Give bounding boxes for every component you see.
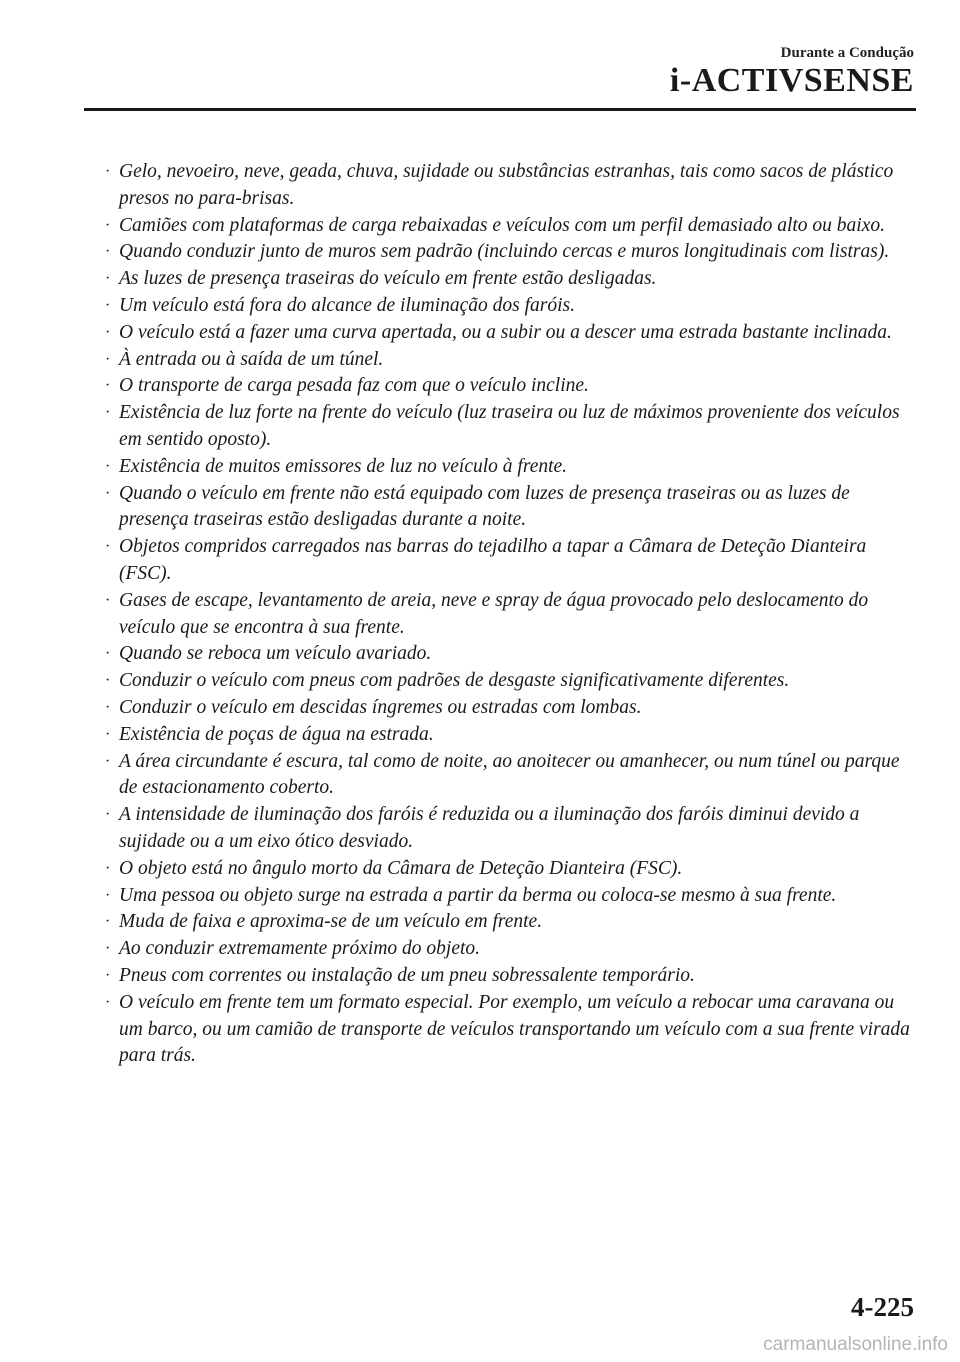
- bullet-dot: ·: [105, 672, 111, 690]
- bullet-dot: ·: [105, 457, 111, 475]
- bullet-dot: ·: [105, 752, 111, 770]
- bullet-dot: ·: [105, 913, 111, 931]
- list-item: [104, 481, 920, 535]
- list-item-text: Conduzir o veículo com pneus com padrões de desgaste significativamente diferentes.: [119, 670, 790, 692]
- condition-list: [104, 159, 920, 1070]
- list-item-text: Pneus com correntes ou instalação de um pneu sobressalente temporário.: [119, 964, 695, 986]
- list-item: [104, 883, 920, 910]
- list-item-text: Muda de faixa e aproxima-se de um veículo em frente.: [119, 911, 543, 933]
- bullet-dot: ·: [105, 645, 111, 663]
- bullet-dot: ·: [105, 806, 111, 824]
- list-item-text: Um veículo está fora do alcance de iluminação dos faróis.: [119, 294, 576, 316]
- bullet-dot: ·: [105, 725, 111, 743]
- page-header: [670, 44, 914, 100]
- list-item: [104, 159, 920, 213]
- list-item: [104, 588, 920, 642]
- list-item-text: A área circundante é escura, tal como de noite, ao anoitecer ou amanhecer, ou num túnel ou parque de estacionamento coberto.: [119, 750, 900, 799]
- list-item-text: Ao conduzir extremamente próximo do objeto.: [119, 938, 481, 960]
- list-item: [104, 534, 920, 588]
- section-label: Durante a Condução: [780, 45, 914, 61]
- bullet-dot: ·: [105, 350, 111, 368]
- list-item-text: Quando o veículo em frente não está equipado com luzes de presença traseiras ou as luzes de presença traseiras estão desligadas durante a noite.: [119, 482, 850, 531]
- list-item-text: Existência de poças de água na estrada.: [119, 723, 434, 745]
- list-item-text: Gases de escape, levantamento de areia, neve e spray de água provocado pelo deslocamento do veículo que se encontra à sua frente.: [119, 589, 869, 638]
- list-item: [104, 213, 920, 240]
- bullet-dot: ·: [105, 484, 111, 502]
- page-number: 4-225: [851, 1292, 914, 1322]
- bullet-dot: ·: [105, 323, 111, 341]
- list-item: [104, 990, 920, 1070]
- header-divider: [84, 108, 916, 111]
- list-item-text: Gelo, nevoeiro, neve, geada, chuva, sujidade ou substâncias estranhas, tais como sacos de plástico presos no para-brisas.: [119, 161, 894, 209]
- bullet-dot: ·: [105, 698, 111, 716]
- list-item: [104, 239, 920, 266]
- bullet-dot: ·: [105, 163, 111, 180]
- list-item-text: O transporte de carga pesada faz com que o veículo incline.: [119, 375, 589, 397]
- list-item: [104, 749, 920, 803]
- list-item: [104, 936, 920, 963]
- list-item: [104, 347, 920, 374]
- bullet-dot: ·: [105, 404, 111, 422]
- list-item: [104, 293, 920, 320]
- bullet-dot: ·: [105, 993, 111, 1011]
- chapter-title: i-ACTIVSENSE: [669, 62, 914, 99]
- list-item-text: Uma pessoa ou objeto surge na estrada a partir da berma ou coloca-se mesmo à sua frente.: [119, 884, 837, 906]
- list-item-text: Existência de muitos emissores de luz no veículo à frente.: [119, 455, 568, 477]
- bullet-dot: ·: [105, 591, 111, 609]
- bullet-dot: ·: [105, 296, 111, 314]
- list-item: [104, 909, 920, 936]
- bullet-dot: ·: [105, 886, 111, 904]
- list-item-text: Existência de luz forte na frente do veículo (luz traseira ou luz de máximos proveniente dos veículos em sentido oposto).: [119, 402, 900, 450]
- list-item: [104, 266, 920, 293]
- bullet-dot: ·: [105, 270, 111, 288]
- list-item-text: Quando conduzir junto de muros sem padrão (incluindo cercas e muros longitudinais com listras).: [119, 241, 890, 263]
- list-item: [104, 641, 920, 668]
- list-item: [104, 963, 920, 990]
- list-item: [104, 695, 920, 722]
- list-item-text: As luzes de presença traseiras do veículo em frente estão desligadas.: [119, 268, 657, 290]
- list-item: [104, 668, 920, 695]
- bullet-dot: ·: [105, 243, 111, 261]
- list-item-text: O veículo está a fazer uma curva apertada, ou a subir ou a descer uma estrada bastante inclinada.: [119, 321, 892, 343]
- bullet-dot: ·: [105, 538, 111, 556]
- bullet-dot: ·: [105, 940, 111, 958]
- list-item: [104, 802, 920, 856]
- list-item-text: À entrada ou à saída de um túnel.: [119, 348, 384, 370]
- list-item: [104, 373, 920, 400]
- site-watermark: carmanualsonline.info: [763, 1334, 948, 1355]
- list-item: [104, 400, 920, 454]
- list-item-text: Camiões com plataformas de carga rebaixadas e veículos com um perfil demasiado alto ou baixo.: [119, 214, 885, 236]
- bullet-dot: ·: [105, 859, 111, 877]
- list-item-text: O veículo em frente tem um formato especial. Por exemplo, um veículo a rebocar uma caravana ou um barco, ou um camião de transporte de veículos transportando um veículo com a sua frente virada para trás.: [119, 991, 910, 1067]
- list-item-text: Objetos compridos carregados nas barras do tejadilho a tapar a Câmara de Deteção Dianteira (FSC).: [119, 536, 867, 584]
- list-item: [104, 454, 920, 481]
- list-item-text: O objeto está no ângulo morto da Câmara de Deteção Dianteira (FSC).: [119, 857, 683, 879]
- bullet-dot: ·: [105, 377, 111, 395]
- list-item: [104, 722, 920, 749]
- list-item-text: Quando se reboca um veículo avariado.: [119, 643, 432, 665]
- list-item-text: Conduzir o veículo em descidas íngremes ou estradas com lombas.: [119, 696, 642, 718]
- list-item: [104, 856, 920, 883]
- list-item-text: A intensidade de iluminação dos faróis é reduzida ou a iluminação dos faróis diminui devido a sujidade ou a um eixo ótico desviado.: [119, 804, 860, 852]
- list-item: [104, 320, 920, 347]
- bullet-dot: ·: [105, 966, 111, 984]
- bullet-dot: ·: [105, 216, 111, 234]
